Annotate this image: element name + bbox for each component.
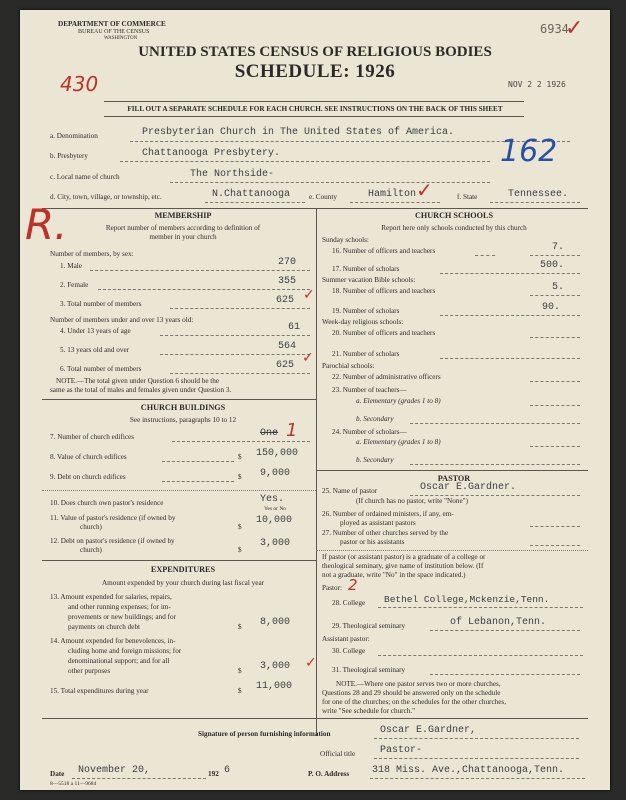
pastor-note-4: write "See schedule for church." <box>322 707 416 715</box>
q1-label: 1. Male <box>60 262 82 270</box>
parochial-label: Parochial schools: <box>322 362 375 370</box>
q7-hand: 1 <box>286 420 298 441</box>
county-label: e. County <box>309 193 337 201</box>
q7-label: 7. Number of church edifices <box>50 433 135 441</box>
dollar-sign: $ <box>238 667 242 675</box>
signature-value: Oscar E.Gardner, <box>380 725 477 736</box>
year-prefix: 192 <box>208 770 219 778</box>
q14-value: 3,000 <box>260 661 291 672</box>
hand-number-162: 162 <box>500 134 558 169</box>
q24b-label: b. Secondary <box>356 456 394 464</box>
q6-label: 6. Total number of members <box>60 365 142 373</box>
q8-label: 8. Value of church edifices <box>50 453 127 461</box>
q5-label: 5. 13 years old and over <box>60 346 130 354</box>
q30-label: 30. College <box>332 647 366 655</box>
check-mark-icon: ✓ <box>303 287 315 303</box>
q27-line-2: pastor or his assistants <box>340 538 405 546</box>
address-label: P. O. Address <box>308 770 350 778</box>
dollar-sign: $ <box>238 453 242 461</box>
buildings-heading: CHURCH BUILDINGS <box>140 403 226 412</box>
denom-label: a. Denomination <box>50 132 98 140</box>
q4-label: 4. Under 13 years of age <box>60 327 131 335</box>
membership-note-2: same as the total of males and females given under Question 3. <box>50 386 232 394</box>
q5-value: 564 <box>278 341 297 352</box>
q31-label: 31. Theological seminary <box>332 666 406 674</box>
schedule-number: 6934 <box>540 22 569 36</box>
q20-label: 20. Number of officers and teachers <box>332 329 436 337</box>
pastor-note-1: NOTE.—Where one pastor serves two or more churches, <box>336 680 501 688</box>
q25-value: Oscar E.Gardner. <box>420 482 517 493</box>
q9-value: 9,000 <box>260 468 291 479</box>
q11-value: 10,000 <box>256 515 293 526</box>
state-value: Tennessee. <box>508 189 569 200</box>
membership-intro-2: member in your church <box>149 233 217 241</box>
bureau-label: BUREAU OF THE CENSUS <box>78 29 150 35</box>
check-mark-icon: ✓ <box>565 16 584 41</box>
q28-value: Bethel College,Mckenzie,Tenn. <box>384 594 550 605</box>
expenditures-sub: Amount expended by your church during last fiscal year <box>101 579 265 587</box>
dollar-sign: $ <box>238 473 242 481</box>
asst-label: Assistant pastor: <box>322 635 370 643</box>
q9-label: 9. Debt on church edifices <box>50 473 126 481</box>
q26-line-1: 26. Number of ordained ministers, if any, em- <box>322 510 454 518</box>
dollar-sign: $ <box>238 623 242 631</box>
expenditures-heading: EXPENDITURES <box>150 565 216 574</box>
q12-label-1: 12. Debt on pastor's residence (if owned by <box>50 537 175 545</box>
q14-line-1: 14. Amount expended for benevolences, in- <box>50 637 176 645</box>
form-title: UNITED STATES CENSUS OF RELIGIOUS BODIES <box>138 44 492 60</box>
schools-intro: Report here only schools conducted by this church <box>381 224 527 232</box>
q2-label: 2. Female <box>60 281 89 289</box>
q13-value: 8,000 <box>260 617 291 628</box>
q23-label: 23. Number of teachers— <box>332 386 407 394</box>
title-label: Official title <box>320 750 356 758</box>
buildings-sub: See instructions, paragraphs 10 to 12 <box>129 416 237 424</box>
address-value: 318 Miss. Ave.,Chattanooga,Tenn. <box>372 765 565 776</box>
local-label: c. Local name of church <box>50 173 120 181</box>
q25-label: 25. Name of pastor <box>322 487 378 495</box>
presb-value: Chattanooga Presbytery. <box>142 148 281 159</box>
q19-value: 90. <box>542 302 561 313</box>
q10-label: 10. Does church own pastor's residence <box>50 499 164 507</box>
q14-line-2: cluding home and foreign missions; for <box>68 647 182 655</box>
year-digit: 6 <box>224 765 231 776</box>
q13-line-2: and other running expenses; for im- <box>68 603 171 611</box>
q16-label: 16. Number of officers and teachers <box>332 247 436 255</box>
city-label: WASHINGTON <box>104 36 138 41</box>
summer-label: Summer vacation Bible schools: <box>322 276 416 284</box>
state-label: f. State <box>457 193 478 201</box>
signature-label: Signature of person furnishing information <box>198 730 331 738</box>
q3-label: 3. Total number of members <box>60 300 142 308</box>
city-label: d. City, town, village, or township, etc. <box>50 193 162 201</box>
denom-value: Presbyterian Church in The United States of America. <box>142 127 455 138</box>
form-code: 8—5518 a 11—9684 <box>50 781 97 787</box>
schedule-title: SCHEDULE: 1926 <box>234 61 396 82</box>
check-mark-icon: ✓ <box>302 350 314 366</box>
q4-value: 61 <box>288 322 301 333</box>
pastor-note-2: Questions 28 and 29 should be answered only on the schedule <box>322 689 501 697</box>
q13-line-1: 13. Amount expended for salaries, repairs, <box>50 593 172 601</box>
hand-mark-r: R. <box>25 200 68 249</box>
grad-line-3: not a graduate, write "No" in the space indicated.) <box>322 571 466 579</box>
q16-value: 7. <box>552 242 565 253</box>
q23a-label: a. Elementary (grades 1 to 8) <box>356 397 441 405</box>
q22-label: 22. Number of administrative officers <box>332 373 441 381</box>
weekday-label: Week-day religious schools: <box>322 318 404 326</box>
received-stamp: NOV 2 2 1926 <box>508 80 566 89</box>
q24-label: 24. Number of scholars— <box>332 428 407 436</box>
q15-label: 15. Total expenditures during year <box>50 687 149 695</box>
dollar-sign: $ <box>238 523 242 531</box>
grad-line-1: If pastor (or assistant pastor) is a graduate of a college or <box>322 553 486 561</box>
q29-label: 29. Theological seminary <box>332 622 406 630</box>
q3-value: 625 <box>276 295 295 306</box>
q17-label: 17. Number of scholars <box>332 265 400 273</box>
city-value: N.Chattanooga <box>212 189 291 200</box>
local-value: The Northside- <box>190 169 275 180</box>
q19-label: 19. Number of scholars <box>332 307 400 315</box>
sunday-label: Sunday schools: <box>322 236 369 244</box>
q17-value: 500. <box>540 260 565 271</box>
q14-line-3: denominational support; and for all <box>68 657 170 665</box>
q10-value: Yes. <box>260 494 285 505</box>
q1-value: 270 <box>278 257 297 268</box>
q7-value: One <box>260 428 279 439</box>
q18-label: 18. Number of officers and teachers <box>332 287 436 295</box>
q25-note: (If church has no pastor, write "None") <box>356 497 468 505</box>
q14-line-4: other purposes <box>68 667 111 675</box>
q12-label-2: church) <box>80 546 102 554</box>
q27-line-1: 27. Number of other churches served by the <box>322 529 449 537</box>
dollar-sign: $ <box>238 687 242 695</box>
pastor-label: Pastor: <box>322 584 342 592</box>
q13-line-4: payments on church debt <box>68 623 141 631</box>
instructions-line: FILL OUT A SEPARATE SCHEDULE FOR EACH CHURCH. SEE INSTRUCTIONS ON THE BACK OF THIS SHEET <box>127 105 503 113</box>
date-value: November 20, <box>78 765 151 776</box>
by-sex-label: Number of members, by sex: <box>50 250 134 258</box>
pastor-hand: 2 <box>348 576 358 594</box>
county-value: Hamilton <box>368 189 417 200</box>
q21-label: 21. Number of scholars <box>332 350 400 358</box>
q12-value: 3,000 <box>260 538 291 549</box>
q2-value: 355 <box>278 276 297 287</box>
membership-intro-1: Report number of members according to definition of <box>105 224 261 232</box>
q18-value: 5. <box>552 282 565 293</box>
schools-heading: CHURCH SCHOOLS <box>414 211 494 220</box>
check-mark-icon: ✓ <box>305 655 317 671</box>
q6-value: 625 <box>276 360 295 371</box>
q28-label: 28. College <box>332 599 366 607</box>
q29-value: of Lebanon,Tenn. <box>450 617 547 628</box>
pastor-heading: PASTOR <box>437 474 471 483</box>
q23b-label: b. Secondary <box>356 415 394 423</box>
q26-line-2: ployed as assistant pastors <box>340 519 416 527</box>
by-age-label: Number of members under and over 13 years old: <box>50 316 194 324</box>
q24a-label: a. Elementary (grades 1 to 8) <box>356 438 441 446</box>
date-label: Date <box>50 770 65 778</box>
q13-line-3: provements or new buildings; and for <box>68 613 176 621</box>
dept-label: DEPARTMENT OF COMMERCE <box>58 20 166 28</box>
q11-label-1: 11. Value of pastor's residence (if owned by <box>50 514 176 522</box>
q11-label-2: church) <box>80 523 102 531</box>
grad-line-2: theological seminary, give name of institution below. (If <box>322 562 484 570</box>
q10-note: Yes or No <box>264 506 287 512</box>
presb-label: b. Presbytery <box>50 152 88 160</box>
title-value: Pastor- <box>380 745 423 756</box>
membership-note-1: NOTE.—The total given under Question 6 should be the <box>56 377 220 385</box>
hand-number-430: 430 <box>60 72 99 96</box>
q8-value: 150,000 <box>256 448 299 459</box>
membership-heading: MEMBERSHIP <box>154 211 212 220</box>
pastor-note-3: for one of the churches; on the schedules for the other churches, <box>322 698 507 706</box>
check-mark-icon: ✓ <box>416 178 433 202</box>
q15-value: 11,000 <box>256 681 293 692</box>
census-schedule-sheet <box>20 10 610 790</box>
dollar-sign: $ <box>238 546 242 554</box>
